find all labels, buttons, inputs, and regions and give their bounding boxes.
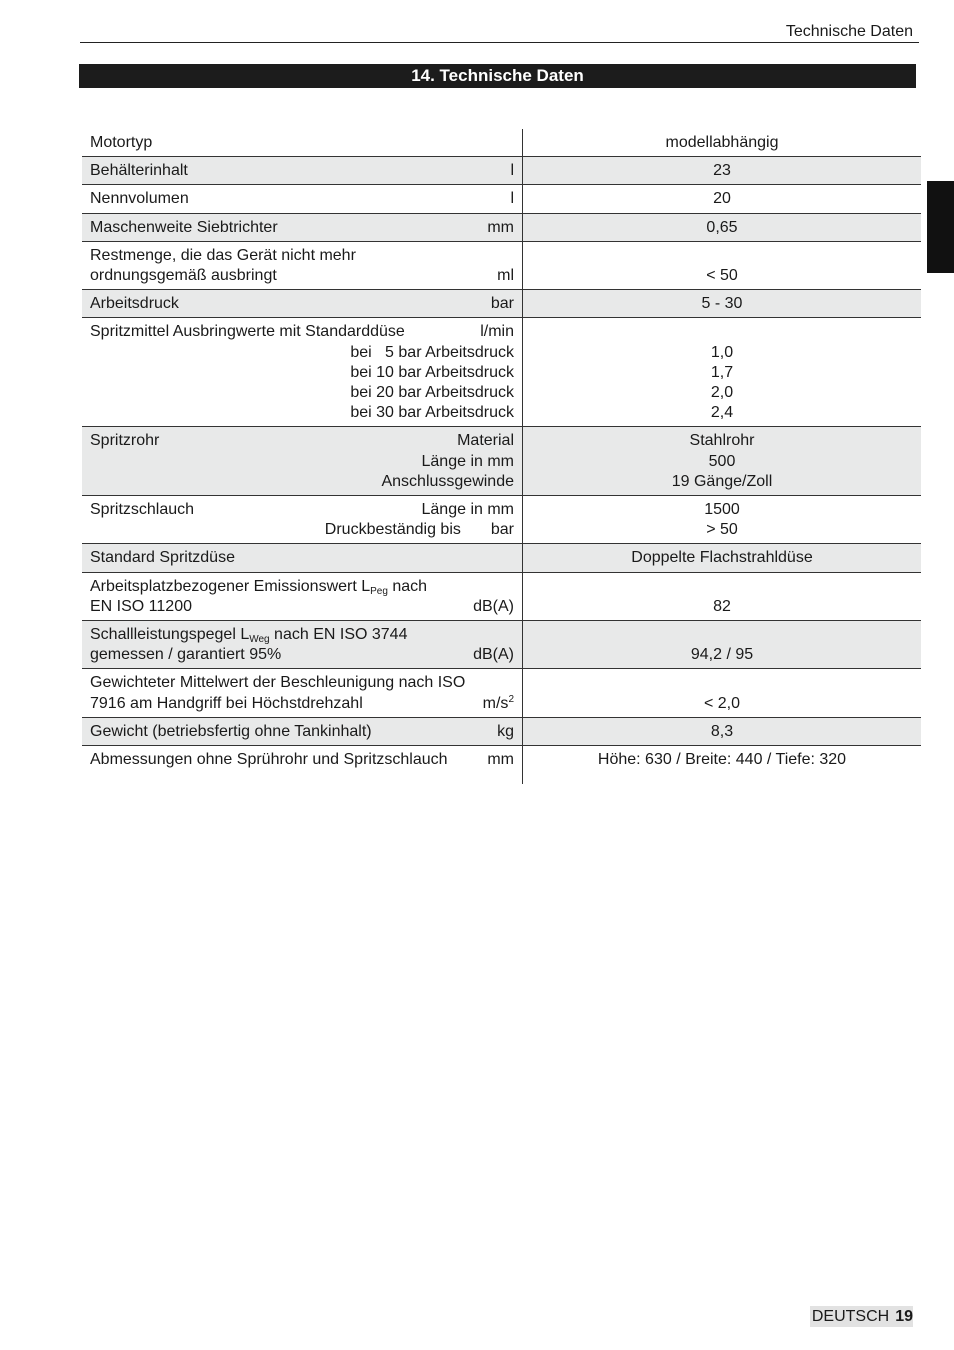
sub-label: bei 5 bar Arbeitsdruck xyxy=(350,343,514,361)
sub-label: bei 10 bar Arbeitsdruck xyxy=(350,363,514,381)
row-label-line1 xyxy=(90,577,427,597)
row-unit: l xyxy=(510,162,514,180)
page-number: 19 xyxy=(895,1308,913,1325)
row-value: 20 xyxy=(713,190,731,208)
row-label-cell xyxy=(82,427,523,495)
sub-label: Länge in mm xyxy=(421,501,514,519)
row-unit-superscript: 2 xyxy=(508,693,514,705)
row-value: Höhe: 630 / Breite: 440 / Tiefe: 320 xyxy=(597,751,847,769)
row-label-line1 xyxy=(90,625,407,645)
row-unit: dB(A) xyxy=(473,646,514,664)
row-label-pre: Schallleistungspegel L xyxy=(90,626,250,644)
row-label-cell xyxy=(82,129,523,156)
row-value-cell xyxy=(523,621,921,668)
row-label-post: nach xyxy=(387,577,428,595)
row-value: 23 xyxy=(713,162,731,180)
sub-label: Anschlussgewinde xyxy=(381,472,514,490)
row-label-cell xyxy=(82,544,523,571)
running-header-title: Technische Daten xyxy=(785,23,913,40)
table-row xyxy=(82,718,921,746)
row-value-cell xyxy=(523,746,921,784)
row-value: 5 - 30 xyxy=(701,295,743,313)
table-row xyxy=(82,669,921,717)
row-value: 8,3 xyxy=(710,722,734,740)
sub-label: Material xyxy=(457,432,514,450)
section-title-bar xyxy=(79,64,916,88)
row-label-subscript: Peg xyxy=(370,585,388,597)
sub-value: 500 xyxy=(708,452,736,470)
row-unit: bar xyxy=(490,295,514,313)
row-unit: l/min xyxy=(480,323,514,341)
sub-label: bei 20 bar Arbeitsdruck xyxy=(350,384,514,402)
row-label-cell xyxy=(82,242,523,289)
row-label: Spritzschlauch xyxy=(90,501,195,519)
sub-value: 2,4 xyxy=(710,404,734,422)
row-value: Doppelte Flachstrahldüse xyxy=(631,549,813,567)
row-label: Nennvolumen xyxy=(90,190,189,208)
row-unit: bar xyxy=(490,521,514,539)
row-label: Maschenweite Siebtrichter xyxy=(90,218,278,236)
footer-language: DEUTSCH xyxy=(811,1308,890,1325)
sub-value: > 50 xyxy=(706,521,738,539)
row-label-cell xyxy=(82,573,523,620)
row-value-cell xyxy=(523,573,921,620)
row-label-pre: Arbeitsplatzbezogener Emissionswert L xyxy=(90,577,371,595)
row-label: Behälterinhalt xyxy=(90,162,188,180)
row-label-line1: Gewichteter Mittelwert der Beschleunigung nach ISO xyxy=(90,674,466,692)
language-thumb-tab xyxy=(927,181,954,273)
sub-value: 2,0 xyxy=(710,384,734,402)
table-row xyxy=(82,746,921,784)
row-value: < 50 xyxy=(706,267,738,284)
row-label-line1: Restmenge, die das Gerät nicht mehr xyxy=(90,246,356,264)
sub-value: 1,0 xyxy=(710,343,734,361)
row-value-cell xyxy=(523,242,921,289)
page-footer xyxy=(810,1306,913,1327)
row-value-cell xyxy=(523,427,921,495)
row-value-cell xyxy=(523,718,921,745)
row-label-line2: 7916 am Handgriff bei Höchstdrehzahl xyxy=(90,694,363,712)
row-label: Standard Spritzdüse xyxy=(90,549,235,567)
row-value-cell xyxy=(523,290,921,317)
row-label-cell xyxy=(82,496,523,543)
row-label-post: nach EN ISO 3744 xyxy=(269,626,408,644)
row-unit: dB(A) xyxy=(473,597,514,615)
row-label-cell xyxy=(82,290,523,317)
table-row xyxy=(82,214,921,242)
row-label-cell xyxy=(82,669,523,716)
row-label: Gewicht (betriebsfertig ohne Tankinhalt) xyxy=(90,722,372,740)
row-value: 94,2 / 95 xyxy=(690,646,754,664)
section-title: 14. Technische Daten xyxy=(411,66,584,85)
running-header xyxy=(80,22,919,43)
row-unit: kg xyxy=(497,722,514,740)
row-value-cell xyxy=(523,318,921,426)
row-value: modellabhängig xyxy=(665,134,779,151)
row-label-line2: EN ISO 11200 xyxy=(90,597,192,615)
sub-label: bei 30 bar Arbeitsdruck xyxy=(350,404,514,422)
row-unit: l xyxy=(510,190,514,208)
row-unit xyxy=(483,694,514,714)
row-value-cell xyxy=(523,214,921,241)
table-row xyxy=(82,129,921,157)
row-label-line2: ordnungsgemäß ausbringt xyxy=(90,267,277,285)
row-unit: mm xyxy=(487,218,514,236)
table-row xyxy=(82,157,921,185)
row-unit: mm xyxy=(487,751,514,769)
row-unit: ml xyxy=(497,267,514,285)
row-label-cell xyxy=(82,746,523,784)
row-label: Arbeitsdruck xyxy=(90,295,179,313)
table-row xyxy=(82,242,921,290)
sub-value: Stahlrohr xyxy=(689,432,755,450)
row-value-cell xyxy=(523,496,921,543)
row-unit-base: m/s xyxy=(482,694,509,712)
row-label: Abmessungen ohne Sprührohr und Spritzschlauch xyxy=(90,751,448,769)
row-value-cell xyxy=(523,185,921,212)
row-value-cell xyxy=(523,544,921,571)
row-label-cell xyxy=(82,621,523,668)
row-value-cell xyxy=(523,669,921,716)
sub-value: 1,7 xyxy=(710,363,734,381)
table-row xyxy=(82,544,921,572)
row-label-cell xyxy=(82,157,523,184)
spec-table xyxy=(82,129,921,784)
row-value: < 2,0 xyxy=(703,694,741,712)
table-row xyxy=(82,496,921,544)
row-label: Spritzrohr xyxy=(90,432,160,450)
table-row xyxy=(82,621,921,669)
row-label-cell xyxy=(82,718,523,745)
row-label-subscript: Weg xyxy=(249,634,270,646)
table-row xyxy=(82,318,921,427)
row-label: Spritzmittel Ausbringwerte mit Standarddüse xyxy=(90,323,405,341)
row-label-line2: gemessen / garantiert 95% xyxy=(90,646,282,664)
table-row xyxy=(82,185,921,213)
sub-label: Länge in mm xyxy=(421,452,514,470)
row-value: 0,65 xyxy=(706,218,738,236)
row-label-cell xyxy=(82,185,523,212)
row-value: 82 xyxy=(713,597,731,615)
sub-label: Druckbeständig bis xyxy=(324,521,461,539)
row-value-cell xyxy=(523,129,921,156)
row-label-cell xyxy=(82,318,523,426)
table-row xyxy=(82,427,921,496)
row-value-cell xyxy=(523,157,921,184)
table-row xyxy=(82,290,921,318)
row-label: Motortyp xyxy=(90,134,153,151)
sub-value: 19 Gänge/Zoll xyxy=(671,472,773,490)
sub-value: 1500 xyxy=(704,501,740,519)
row-label-cell xyxy=(82,214,523,241)
table-row xyxy=(82,573,921,621)
